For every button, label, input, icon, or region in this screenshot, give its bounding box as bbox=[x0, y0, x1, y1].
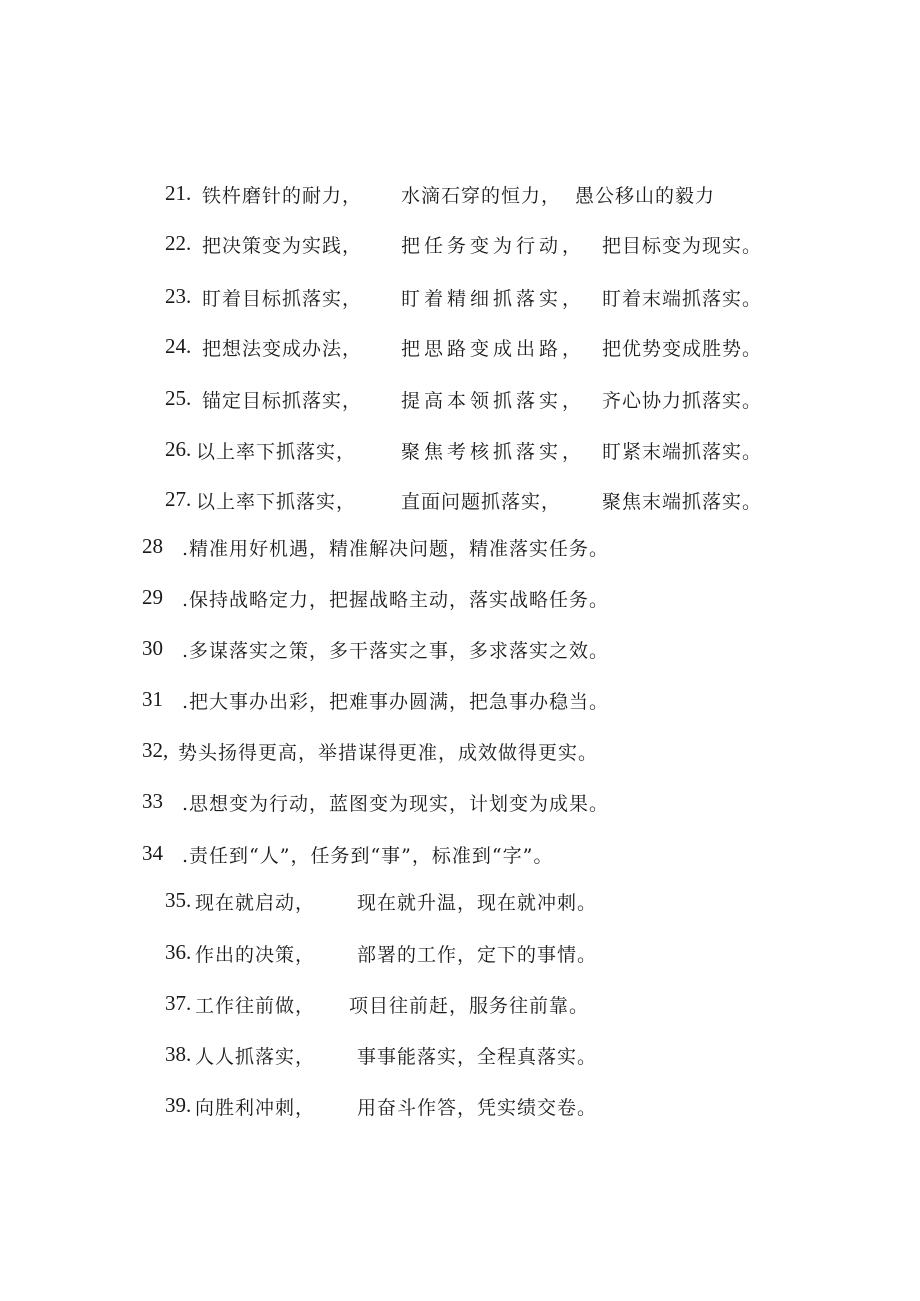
phrase-c: 盯紧末端抓落实。 bbox=[602, 441, 763, 463]
item-number: 27. bbox=[165, 487, 192, 511]
phrase-a: 以上率下抓落实， bbox=[196, 491, 357, 513]
phrase-a: 向胜利冲刺， bbox=[195, 1097, 316, 1119]
item-number: 23. bbox=[165, 284, 192, 308]
phrase-a: 把想法变成办法， bbox=[202, 338, 363, 360]
phrase-b: 部署的工作，定下的事情。 bbox=[357, 944, 598, 966]
item-number: 31 bbox=[142, 687, 163, 711]
phrase-a: 现在就启动， bbox=[195, 892, 316, 914]
phrase-a: 锚定目标抓落实， bbox=[202, 390, 363, 412]
phrase-c: 把目标变为现实。 bbox=[602, 235, 763, 257]
phrase-c: 聚焦末端抓落实。 bbox=[602, 491, 763, 513]
item-number: 36. bbox=[165, 940, 192, 964]
sentence-text: .多谋落实之策，多干落实之事，多求落实之效。 bbox=[182, 640, 610, 662]
item-number: 39. bbox=[165, 1093, 192, 1117]
phrase-b: 提高本领抓落实， bbox=[401, 390, 586, 412]
phrase-b: 直面问题抓落实， bbox=[401, 491, 562, 513]
item-number: 37. bbox=[165, 991, 192, 1015]
phrase-a: 铁杵磨针的耐力， bbox=[202, 185, 363, 207]
phrase-b: 把任务变为行动， bbox=[401, 235, 586, 257]
sentence-text: 势头扬得更高，举措谋得更准，成效做得更实。 bbox=[178, 742, 599, 764]
phrase-c: 愚公移山的毅力 bbox=[575, 185, 716, 207]
phrase-c: 盯着末端抓落实。 bbox=[602, 288, 763, 310]
phrase-b: 聚焦考核抓落实， bbox=[401, 441, 586, 463]
sentence-text: .保持战略定力，把握战略主动，落实战略任务。 bbox=[182, 589, 610, 611]
sentence-text: .精准用好机遇，精准解决问题，精准落实任务。 bbox=[182, 538, 610, 560]
item-number: 34 bbox=[142, 841, 163, 865]
item-number: 25. bbox=[165, 386, 192, 410]
phrase-b: 把思路变成出路， bbox=[401, 338, 586, 360]
phrase-a: 人人抓落实， bbox=[195, 1046, 316, 1068]
item-number: 28 bbox=[142, 534, 163, 558]
sentence-text: .思想变为行动，蓝图变为现实，计划变为成果。 bbox=[182, 793, 610, 815]
item-number: 22. bbox=[165, 231, 192, 255]
item-number: 26. bbox=[165, 437, 192, 461]
phrase-a: 作出的决策， bbox=[195, 944, 316, 966]
phrase-b: 盯着精细抓落实， bbox=[401, 288, 586, 310]
phrase-a: 把决策变为实践， bbox=[202, 235, 363, 257]
phrase-a: 以上率下抓落实， bbox=[196, 441, 357, 463]
item-number: 24. bbox=[165, 334, 192, 358]
sentence-text: .把大事办出彩，把难事办圆满，把急事办稳当。 bbox=[182, 691, 610, 713]
phrase-b: 项目往前赶，服务往前靠。 bbox=[349, 995, 590, 1017]
item-number: 29 bbox=[142, 585, 163, 609]
phrase-b: 事事能落实，全程真落实。 bbox=[357, 1046, 598, 1068]
phrase-b: 水滴石穿的恒力， bbox=[401, 185, 562, 207]
item-number: 30 bbox=[142, 636, 163, 660]
item-number: 38. bbox=[165, 1042, 192, 1066]
item-number: 33 bbox=[142, 789, 163, 813]
item-number: 32, bbox=[142, 738, 169, 762]
item-number: 21. bbox=[165, 181, 192, 205]
phrase-b: 用奋斗作答，凭实绩交卷。 bbox=[357, 1097, 598, 1119]
phrase-a: 盯着目标抓落实， bbox=[202, 288, 363, 310]
sentence-text: .责任到“人”，任务到“事”，标准到“字”。 bbox=[182, 845, 554, 867]
phrase-b: 现在就升温，现在就冲刺。 bbox=[357, 892, 598, 914]
item-number: 35. bbox=[165, 888, 192, 912]
phrase-c: 把优势变成胜势。 bbox=[602, 338, 763, 360]
phrase-c: 齐心协力抓落实。 bbox=[602, 390, 763, 412]
phrase-a: 工作往前做， bbox=[195, 995, 316, 1017]
